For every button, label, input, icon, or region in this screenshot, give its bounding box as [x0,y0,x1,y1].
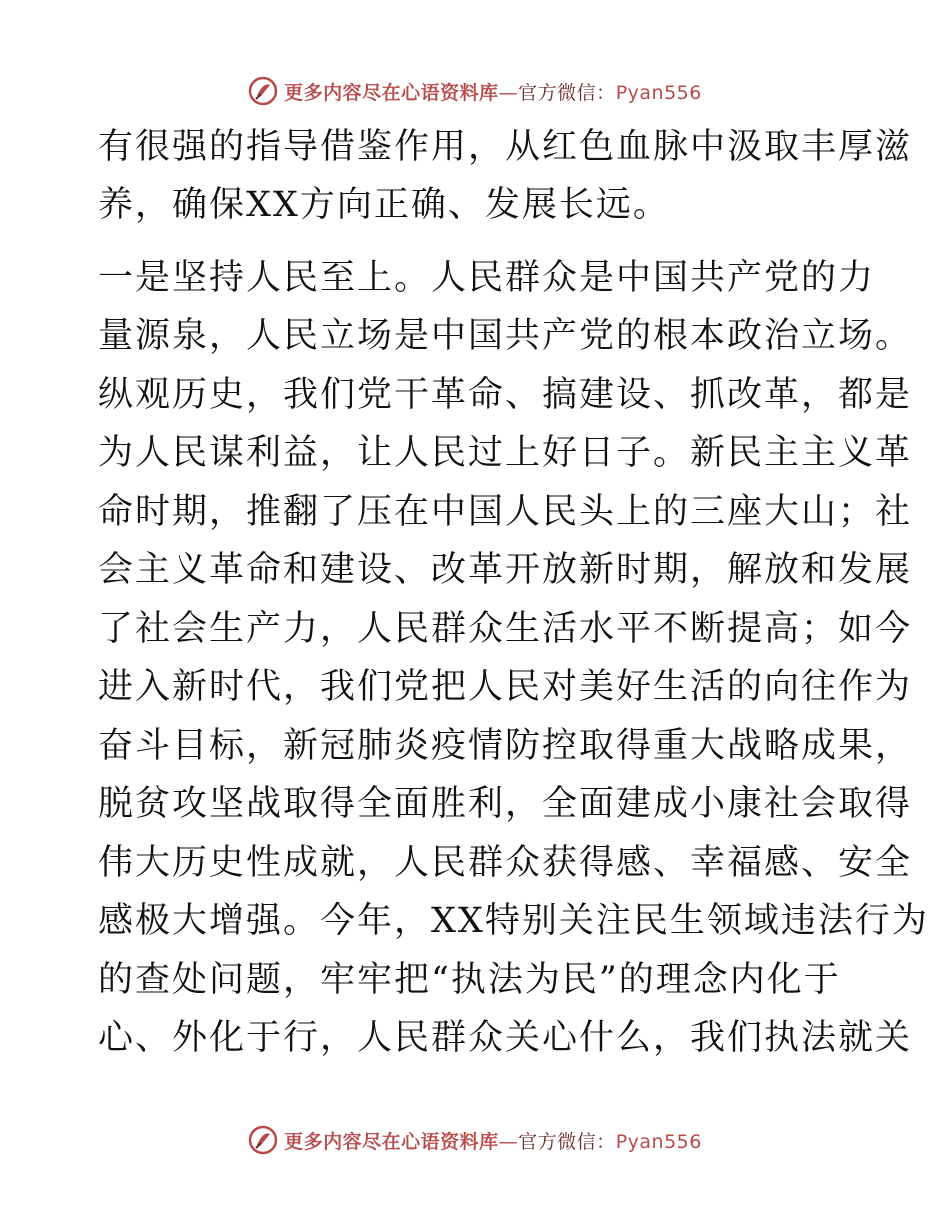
banner-official-label: 官方微信： [518,81,616,104]
banner-separator: — [498,81,519,104]
banner-separator: — [498,1130,519,1153]
body-line: 的查处问题，牢牢把“执法为民”的理念内化于 [98,960,841,1000]
body-line: 一是坚持人民至上。人民群众是中国共产党的力 [98,258,876,298]
banner-wechat-id: Pyan556 [615,81,702,104]
body-line: 伟大历史性成就，人民群众获得感、幸福感、安全 [98,843,913,883]
footer-banner [0,1120,950,1160]
body-line: 了社会生产力，人民群众生活水平不断提高；如今 [98,609,913,649]
body-line: 命时期，推翻了压在中国人民头上的三座大山；社 [98,492,913,532]
header-banner [0,71,950,111]
banner-main-text: 更多内容尽在心语资料库 [284,81,499,104]
body-line: 有很强的指导借鉴作用，从红色血脉中汲取丰厚滋 [98,127,913,167]
body-line: 感极大增强。今年，XX特别关注民生领域违法行为 [98,901,929,941]
brand-logo-icon [248,76,278,106]
banner-text [284,78,702,105]
banner-main-text: 更多内容尽在心语资料库 [284,1130,499,1153]
body-line: 量源泉，人民立场是中国共产党的根本政治立场。 [98,316,913,356]
body-line: 心、外化于行，人民群众关心什么，我们执法就关 [98,1018,913,1058]
banner-wechat-id: Pyan556 [615,1130,702,1153]
banner-official-label: 官方微信： [518,1130,616,1153]
body-line: 进入新时代，我们党把人民对美好生活的向往作为 [98,667,913,707]
body-line: 为人民谋利益，让人民过上好日子。新民主主义革 [98,433,913,473]
body-line: 奋斗目标，新冠肺炎疫情防控取得重大战略成果， [98,726,913,766]
body-line: 脱贫攻坚战取得全面胜利，全面建成小康社会取得 [98,784,913,824]
body-line: 会主义革命和建设、改革开放新时期，解放和发展 [98,550,913,590]
banner-text [284,1127,702,1154]
brand-logo-icon [248,1125,278,1155]
body-line: 养，确保XX方向正确、发展长远。 [98,185,670,225]
body-line: 纵观历史，我们党干革命、搞建设、抓改革，都是 [98,375,913,415]
